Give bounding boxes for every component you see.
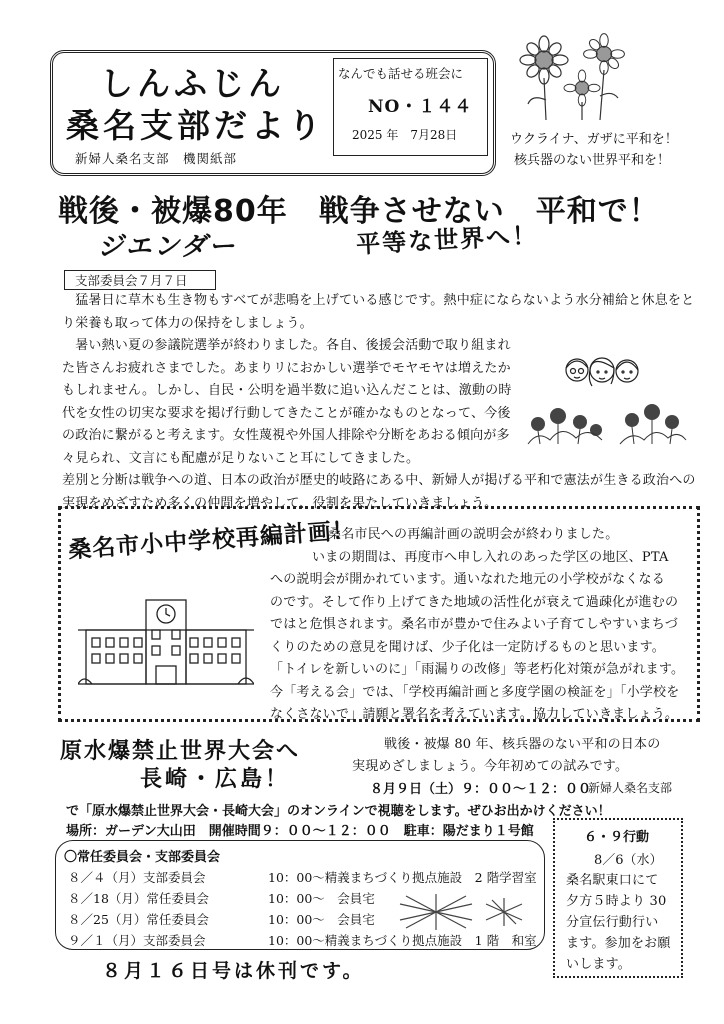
school-building-illustration: [78, 594, 254, 690]
issue-tagline: なんでも話せる班会に: [338, 66, 464, 81]
school-line: ではと危惧されます。桑名市が豊かで住みよい子育てしやすいまちづ: [270, 617, 679, 632]
action-line: 分宣伝行動行い: [566, 915, 659, 930]
flowers-illustration-left: [526, 396, 606, 446]
peace-slogan-1: ウクライナ、ガザに平和を！: [510, 132, 678, 147]
report-line: 代を女性の切実な要求を掲げ行動してきたことが確かなものとなって、今後: [62, 405, 511, 421]
school-line: くりのための意見を聞けば、少子化は一定防げるものと思います。: [270, 639, 665, 655]
schedule-detail: 10：00〜精義まちづくり拠点施設 2 階学習室: [268, 870, 537, 885]
masthead-title-sub: 桑名支部だより: [66, 106, 325, 145]
masthead-title: しんふじん: [100, 64, 285, 103]
headline-sub-gender: ジエンダー: [96, 232, 242, 262]
school-line: 「トイレを新しいのに」「雨漏りの改修」等老朽化対策が急がれます。: [270, 662, 685, 677]
schedule-detail: 10：00〜 会員宅: [268, 912, 375, 927]
headline-sub-equal: 平等な世界へ！: [355, 221, 539, 259]
report-line: もしれません。しかし、自民・公明を過半数に追い込んだことは、激動の時: [62, 383, 512, 398]
peace-slogan-2: 核兵器のない世界平和を！: [514, 153, 671, 168]
school-line: への説明会が開かれています。通いなれた地元の小学校がなくなる: [270, 572, 665, 587]
fireworks-decoration: [396, 892, 536, 932]
antibomb-title-cities: 長崎・広島！: [140, 766, 291, 792]
report-line: 差別と分断は戦争への道、日本の政治が歴史的岐路にある中、新婦人が掲げる平和で憲法が生きる政治への: [62, 473, 696, 488]
flowers-illustration-right: [618, 396, 688, 446]
action-line: いします。: [566, 957, 631, 972]
sunflower-illustration: [512, 30, 632, 122]
antibomb-title: 原水爆禁止世界大会へ: [60, 738, 301, 764]
antibomb-date: ８月９日（土）９：００〜１２：００: [370, 782, 592, 797]
action-line: 夕方５時より 30: [566, 894, 667, 909]
school-line: いまの期間は、再度市へ申し入れのあった学区の地区、PTA: [312, 549, 669, 565]
action-text: [566, 870, 671, 975]
headline: 戦後・被爆80年 戦争させない 平和で！: [58, 194, 660, 229]
report-line: た皆さんお疲れさまでした。あまりリにおかしい選挙でモヤモヤは増えたか: [62, 360, 511, 376]
schedule-date: ８／18（月）常任委員会: [68, 891, 209, 906]
committee-date-label: 支部委員会７月７日: [64, 270, 216, 290]
action-date: 8／6（水）: [594, 853, 663, 868]
schedule-detail: 10：00〜精義まちづくり拠点施設 1 階 和室: [268, 933, 537, 948]
action-title: ６・９行動: [584, 830, 650, 845]
report-line: り栄養も取って体力の保持をしましょう。: [62, 315, 313, 331]
schedule-date: ８／25（月）常任委員会: [68, 912, 209, 927]
report-line: 猛暑日に草木も生き物もすべてが悲鳴を上げている感じです。熱中症にならないよう水分補給と休息をと: [62, 293, 695, 308]
women-illustration: [563, 350, 643, 394]
antibomb-online-notice: で「原水爆禁止世界大会・長崎大会」のオンラインで視聴をします。ぜひお出かけください！: [66, 804, 611, 819]
report-line: 実現をめざすため多くの仲間を増やして、役割を果たしていきましょう。: [62, 495, 498, 511]
action-line: ます。参加をお願: [566, 936, 671, 951]
antibomb-text-2: 実現めざしましょう。今年初めての試みです。: [352, 759, 629, 774]
school-line: なくさないで」請願と署名を考えています。協力していきましょう。: [270, 707, 679, 722]
school-line: のです。そして作り上げてきた地域の活性化が衰えて過疎化が進むの: [270, 594, 679, 610]
school-section-title: 桑名市小中学校再編計画！: [67, 516, 357, 564]
antibomb-venue: 場所：ガーデン大山田 開催時間９：００〜１２：００ 駐車：陽だまり１号館: [66, 824, 534, 839]
schedule-date: ８／４（月）支部委員会: [68, 870, 206, 885]
report-line: の政治に繋がると考えます。女性蔑視や外国人排除や分断をあおる傾向が多: [62, 428, 510, 443]
issue-closure-notice: ８月１６日号は休刊です。: [102, 960, 365, 982]
school-line: 桑名市民への再編計画の説明会が終わりました。: [328, 527, 619, 542]
report-line: 々見られ、文言にも配慮が足りないこと耳にしてきました。: [62, 450, 420, 466]
schedule-date: ９／１（月）支部委員会: [68, 933, 206, 948]
action-line: 桑名駅東口にて: [566, 873, 659, 888]
issue-date: 2025 年 7月28日: [352, 128, 458, 142]
school-line: 今「考える会」では、「学校再編計画と多度学園の検証を」「小学校を: [270, 684, 680, 700]
school-text: [270, 524, 685, 727]
issue-number: NO・１４４: [368, 97, 473, 117]
report-line: 暑い熱い夏の参議院選挙が終わりました。各自、後援会活動で取り組まれ: [62, 338, 511, 353]
antibomb-text-1: 戦後・被爆 80 年、核兵器のない平和の日本の: [384, 737, 661, 752]
masthead-publisher: 新婦人桑名支部 機関紙部: [75, 151, 238, 166]
schedule-detail: 10：00〜 会員宅: [268, 891, 375, 906]
antibomb-organizer: 新婦人桑名支部: [588, 781, 673, 795]
schedule-heading: 〇常任委員会・支部委員会: [64, 850, 221, 865]
